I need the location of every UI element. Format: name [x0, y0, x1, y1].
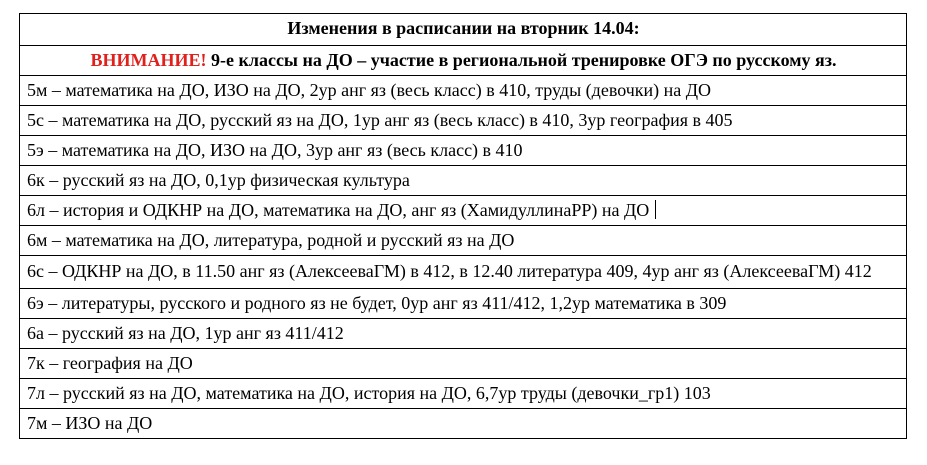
- schedule-row-5e: 5э – математика на ДО, ИЗО на ДО, 3ур анг яз (весь класс) в 410: [20, 136, 907, 166]
- schedule-table: [19, 13, 907, 439]
- schedule-row-6e: 6э – литературы, русского и родного яз не будет, 0ур анг яз 411/412, 1,2ур математика в 309: [20, 289, 907, 319]
- schedule-row-7k: 7к – география на ДО: [20, 349, 907, 379]
- schedule-row-6m: 6м – математика на ДО, литература, родной и русский яз на ДО: [20, 226, 907, 256]
- table-row: [20, 349, 907, 379]
- table-row: [20, 106, 907, 136]
- table-row: [20, 289, 907, 319]
- document-page: [19, 13, 907, 439]
- schedule-row-6s: 6с – ОДКНР на ДО, в 11.50 анг яз (АлексееваГМ) в 412, в 12.40 литература 409, 4ур анг яз (АлексееваГМ) 412: [20, 256, 907, 289]
- schedule-row-7m: 7м – ИЗО на ДО: [20, 409, 907, 439]
- schedule-row-5s: 5с – математика на ДО, русский яз на ДО, 1ур анг яз (весь класс) в 410, 3ур география в 405: [20, 106, 907, 136]
- table-row: [20, 409, 907, 439]
- table-row: [20, 46, 907, 76]
- schedule-row-6k: 6к – русский яз на ДО, 0,1ур физическая культура: [20, 166, 907, 196]
- page-title: Изменения в расписании на вторник 14.04:: [20, 14, 907, 46]
- text-cursor: [655, 200, 656, 219]
- table-row: [20, 136, 907, 166]
- table-row: [20, 196, 907, 226]
- attention-label: ВНИМАНИЕ!: [90, 50, 207, 70]
- schedule-row-6l-text: 6л – история и ОДКНР на ДО, математика на ДО, анг яз (ХамидуллинаРР) на ДО: [27, 200, 650, 220]
- table-row: [20, 14, 907, 46]
- schedule-row-6a: 6а – русский яз на ДО, 1ур анг яз 411/412: [20, 319, 907, 349]
- schedule-row-6l[interactable]: [20, 196, 907, 226]
- table-row: [20, 76, 907, 106]
- schedule-row-7l: 7л – русский яз на ДО, математика на ДО, история на ДО, 6,7ур труды (девочки_гр1) 103: [20, 379, 907, 409]
- notice-text: 9-е классы на ДО – участие в региональной тренировке ОГЭ по русскому яз.: [206, 50, 837, 70]
- table-row: [20, 256, 907, 289]
- table-row: [20, 226, 907, 256]
- schedule-row-5m: 5м – математика на ДО, ИЗО на ДО, 2ур анг яз (весь класс) в 410, труды (девочки) на ДО: [20, 76, 907, 106]
- table-row: [20, 166, 907, 196]
- table-row: [20, 379, 907, 409]
- notice-cell: [20, 46, 907, 76]
- table-row: [20, 319, 907, 349]
